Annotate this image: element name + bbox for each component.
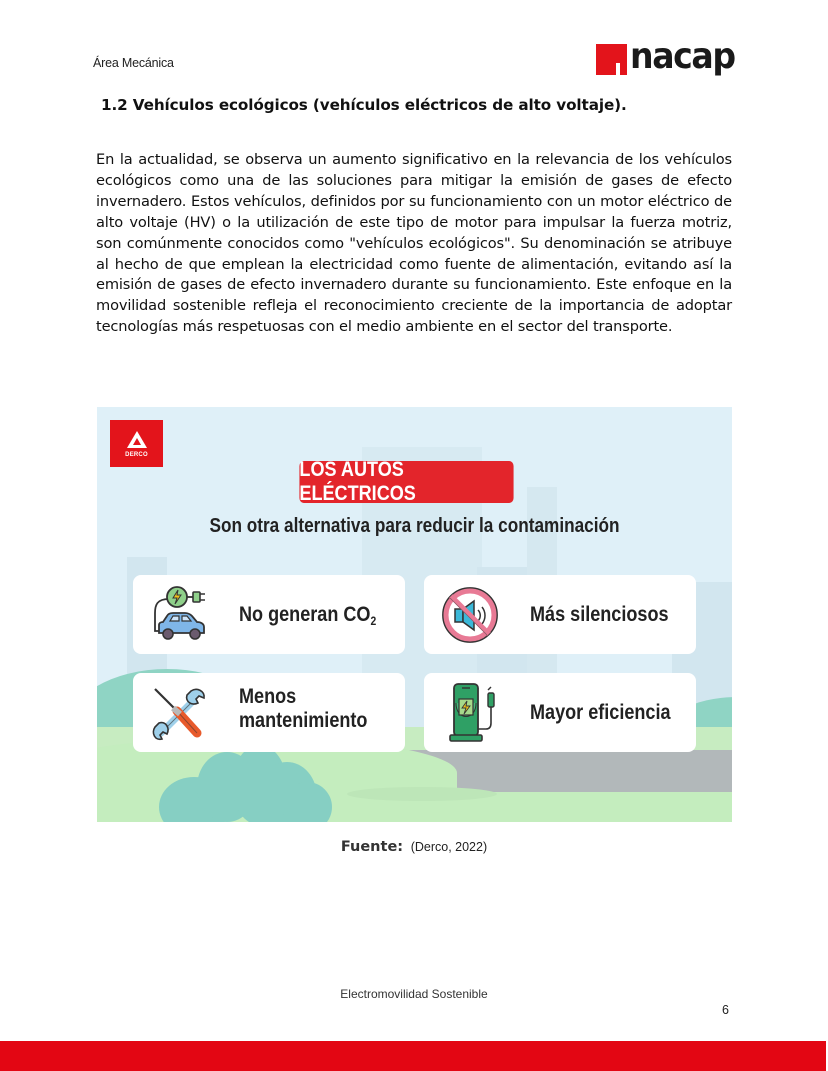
card-label: Menos mantenimiento — [239, 685, 368, 732]
card-label: No generan $CO_2$ — [239, 602, 377, 628]
footer-title: Electromovilidad Sostenible — [340, 987, 488, 1001]
derco-triangle-icon — [126, 430, 148, 450]
wrench-screwdriver-icon — [147, 681, 211, 745]
header-area-label: Área Mecánica — [93, 56, 174, 70]
card-less-maintenance — [133, 673, 405, 752]
inacap-logo-mark-icon — [596, 44, 627, 75]
body-paragraph: En la actualidad, se observa un aumento significativo en la relevancia de los vehículos ecológicos como una de las soluciones para mitigar la emisión de gases de efecto invernadero. Estos vehículos, definidos por su funcionamiento con un motor eléctrico de alto voltaje (HV) o la utilización de este tipo de motor para impulsar la fuerza motriz, son comúnmente conocidos como "vehículos ecológicos". Su denominación se atribuye al hecho de que emplean la electricidad como fuente de alimentación, evitando así la emisión de gases de efecto invernadero durante su funcionamiento. Este enfoque en la movilidad sostenible refleja el reconocimiento creciente de la importancia de adoptar tecnologías más respetuosas con el medio ambiente en el sector del transporte. — [96, 151, 732, 336]
page-number: 6 — [722, 1003, 729, 1017]
card-label: Mayor eficiencia — [530, 700, 671, 724]
card-more-efficiency — [424, 673, 696, 752]
derco-logo — [110, 420, 163, 467]
card-label: Más silenciosos — [530, 602, 669, 626]
infographic-subtitle: Son otra alternativa para reducir la contaminación — [209, 515, 620, 537]
figure-caption — [0, 839, 828, 855]
infographic-banner: LOS AUTOS ELÉCTRICOS — [299, 461, 513, 503]
muted-speaker-icon — [438, 583, 502, 647]
card-no-co2 — [133, 575, 405, 654]
electric-car-plug-icon — [147, 583, 211, 647]
caption-source: (Derco, 2022) — [410, 840, 488, 854]
card-quieter — [424, 575, 696, 654]
inacap-logo — [596, 36, 738, 84]
electric-cars-infographic — [97, 407, 732, 822]
caption-label: Fuente: — [340, 839, 404, 855]
charging-station-icon — [438, 681, 502, 745]
inacap-logo-text: nacap — [630, 36, 735, 77]
derco-logo-text: DERCO — [125, 451, 148, 458]
grass-shadow — [347, 787, 497, 801]
footer-red-bar — [0, 1041, 826, 1071]
section-title: 1.2 Vehículos ecológicos (vehículos eléctricos de alto voltaje). — [101, 96, 627, 114]
